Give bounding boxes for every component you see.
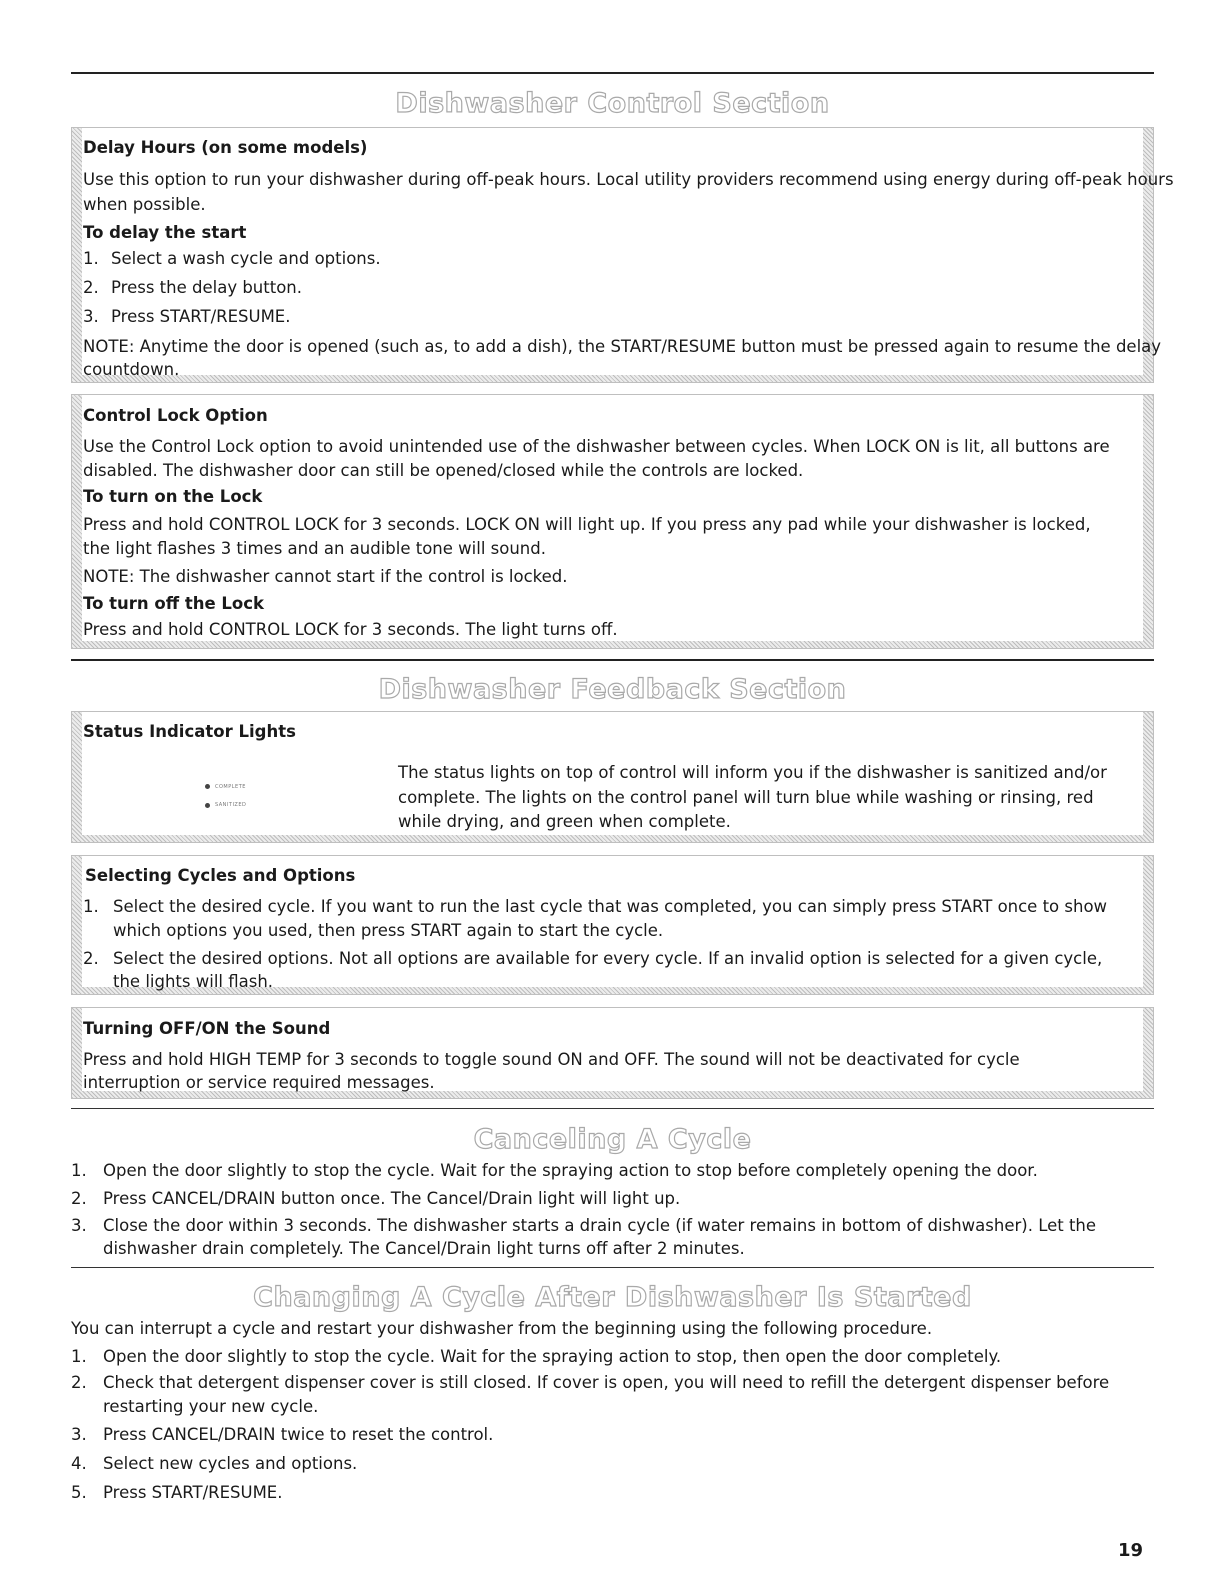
changing-step-3: Press CANCEL/DRAIN twice to reset the control.	[103, 1425, 494, 1444]
status-lights-graphic	[205, 780, 246, 811]
feedback-rule	[71, 659, 1154, 661]
changing-step-number: 3.	[71, 1425, 87, 1444]
lock-on-line-2: the light flashes 3 times and an audible tone will sound.	[83, 539, 546, 558]
changing-step-4: Select new cycles and options.	[103, 1454, 358, 1473]
sound-box	[71, 1007, 1154, 1099]
delay-step-text: Press START/RESUME.	[111, 307, 291, 326]
delay-hours-title: Delay Hours (on some models)	[83, 138, 368, 157]
cancel-step-3-line-2: dishwasher drain completely. The Cancel/Drain light turns off after 2 minutes.	[103, 1239, 745, 1258]
status-text-line-2: complete. The lights on the control panel will turn blue while washing or rinsing, red	[398, 788, 1094, 807]
changing-step-1: Open the door slightly to stop the cycle. Wait for the spraying action to stop, then open the door completely.	[103, 1347, 1002, 1366]
sound-title: Turning OFF/ON the Sound	[83, 1019, 331, 1038]
status-light-icon	[205, 803, 210, 808]
lock-intro-line-2: disabled. The dishwasher door can still be opened/closed while the controls are locked.	[83, 461, 804, 480]
cancel-step-3-line-1: Close the door within 3 seconds. The dishwasher starts a drain cycle (if water remains in bottom of dishwasher). Let the	[103, 1216, 1097, 1235]
delay-intro-line-1: Use this option to run your dishwasher during off-peak hours. Local utility providers recommend using energy during off-peak hours	[83, 170, 1174, 189]
changing-step-5: Press START/RESUME.	[103, 1483, 283, 1502]
lock-off-subheading: To turn off the Lock	[83, 594, 265, 613]
status-light-label: COMPLETE	[215, 783, 246, 790]
sound-text-line-2: interruption or service required messages.	[83, 1073, 435, 1092]
cancel-step-number: 2.	[71, 1189, 87, 1208]
selecting-step-1-line-1: Select the desired cycle. If you want to run the last cycle that was completed, you can simply press START once to show	[113, 897, 1108, 916]
changing-step-2-line-2: restarting your new cycle.	[103, 1397, 319, 1416]
delay-note-line-2: countdown.	[83, 360, 180, 379]
lock-on-subheading: To turn on the Lock	[83, 487, 263, 506]
changing-intro: You can interrupt a cycle and restart your dishwasher from the beginning using the following procedure.	[71, 1319, 933, 1338]
status-text-line-3: while drying, and green when complete.	[398, 812, 731, 831]
delay-start-subheading: To delay the start	[83, 223, 247, 242]
status-light-label: SANITIZED	[215, 802, 247, 808]
status-text-line-1: The status lights on top of control will inform you if the dishwasher is sanitized and/or	[398, 763, 1107, 782]
top-rule	[71, 72, 1154, 74]
selecting-cycles-box	[71, 855, 1154, 995]
changing-step-number: 4.	[71, 1454, 87, 1473]
delay-step-text: Select a wash cycle and options.	[111, 249, 381, 268]
changing-step-2-line-1: Check that detergent dispenser cover is still closed. If cover is open, you will need to refill the detergent dispenser before	[103, 1373, 1110, 1392]
cancel-step-1: Open the door slightly to stop the cycle. Wait for the spraying action to stop before completely opening the door.	[103, 1161, 1038, 1180]
delay-hours-box	[71, 127, 1174, 383]
lock-on-line-1: Press and hold CONTROL LOCK for 3 seconds. LOCK ON will light up. If you press any pad while your dishwasher is locked,	[83, 515, 1091, 534]
delay-step-number: 1.	[83, 249, 99, 268]
delay-step-text: Press the delay button.	[111, 278, 302, 297]
changing-step-number: 2.	[71, 1373, 87, 1392]
lock-intro-line-1: Use the Control Lock option to avoid unintended use of the dishwasher between cycles. When LOCK ON is lit, all buttons are	[83, 437, 1110, 456]
cancel-rule	[71, 1108, 1154, 1109]
delay-step-number: 3.	[83, 307, 99, 326]
selecting-step-2-line-2: the lights will flash.	[113, 972, 274, 991]
cancel-step-number: 3.	[71, 1216, 87, 1235]
cancel-step-2: Press CANCEL/DRAIN button once. The Cancel/Drain light will light up.	[103, 1189, 681, 1208]
section-heading-feedback: Dishwasher Feedback Section	[378, 674, 847, 705]
page-number: 19	[1118, 1540, 1144, 1561]
selecting-step-number: 2.	[83, 949, 99, 968]
status-indicator-box	[71, 711, 1154, 843]
status-light-icon	[205, 784, 210, 789]
section-heading-cancel: Canceling A Cycle	[473, 1124, 752, 1155]
changing-step-number: 5.	[71, 1483, 87, 1502]
selecting-step-2-line-1: Select the desired options. Not all options are available for every cycle. If an invalid option is selected for a given cycle,	[113, 949, 1103, 968]
section-heading-changing: Changing A Cycle After Dishwasher Is Started	[253, 1282, 972, 1313]
selecting-step-1-line-2: which options you used, then press START again to start the cycle.	[113, 921, 664, 940]
sound-text-line-1: Press and hold HIGH TEMP for 3 seconds to toggle sound ON and OFF. The sound will not be deactivated for cycle	[83, 1050, 1020, 1069]
control-lock-title: Control Lock Option	[83, 406, 268, 425]
changing-rule	[71, 1267, 1154, 1268]
selecting-cycles-title: Selecting Cycles and Options	[85, 866, 356, 885]
lock-off-line-1: Press and hold CONTROL LOCK for 3 seconds. The light turns off.	[83, 620, 618, 639]
changing-step-number: 1.	[71, 1347, 87, 1366]
status-indicator-title: Status Indicator Lights	[83, 722, 296, 741]
control-lock-box	[71, 394, 1154, 649]
delay-step-number: 2.	[83, 278, 99, 297]
cancel-step-number: 1.	[71, 1161, 87, 1180]
lock-note: NOTE: The dishwasher cannot start if the control is locked.	[83, 567, 568, 586]
section-heading-control: Dishwasher Control Section	[395, 88, 830, 119]
delay-note-line-1: NOTE: Anytime the door is opened (such as, to add a dish), the START/RESUME button must be pressed again to resume the delay	[83, 337, 1162, 356]
delay-intro-line-2: when possible.	[83, 195, 206, 214]
selecting-step-number: 1.	[83, 897, 99, 916]
